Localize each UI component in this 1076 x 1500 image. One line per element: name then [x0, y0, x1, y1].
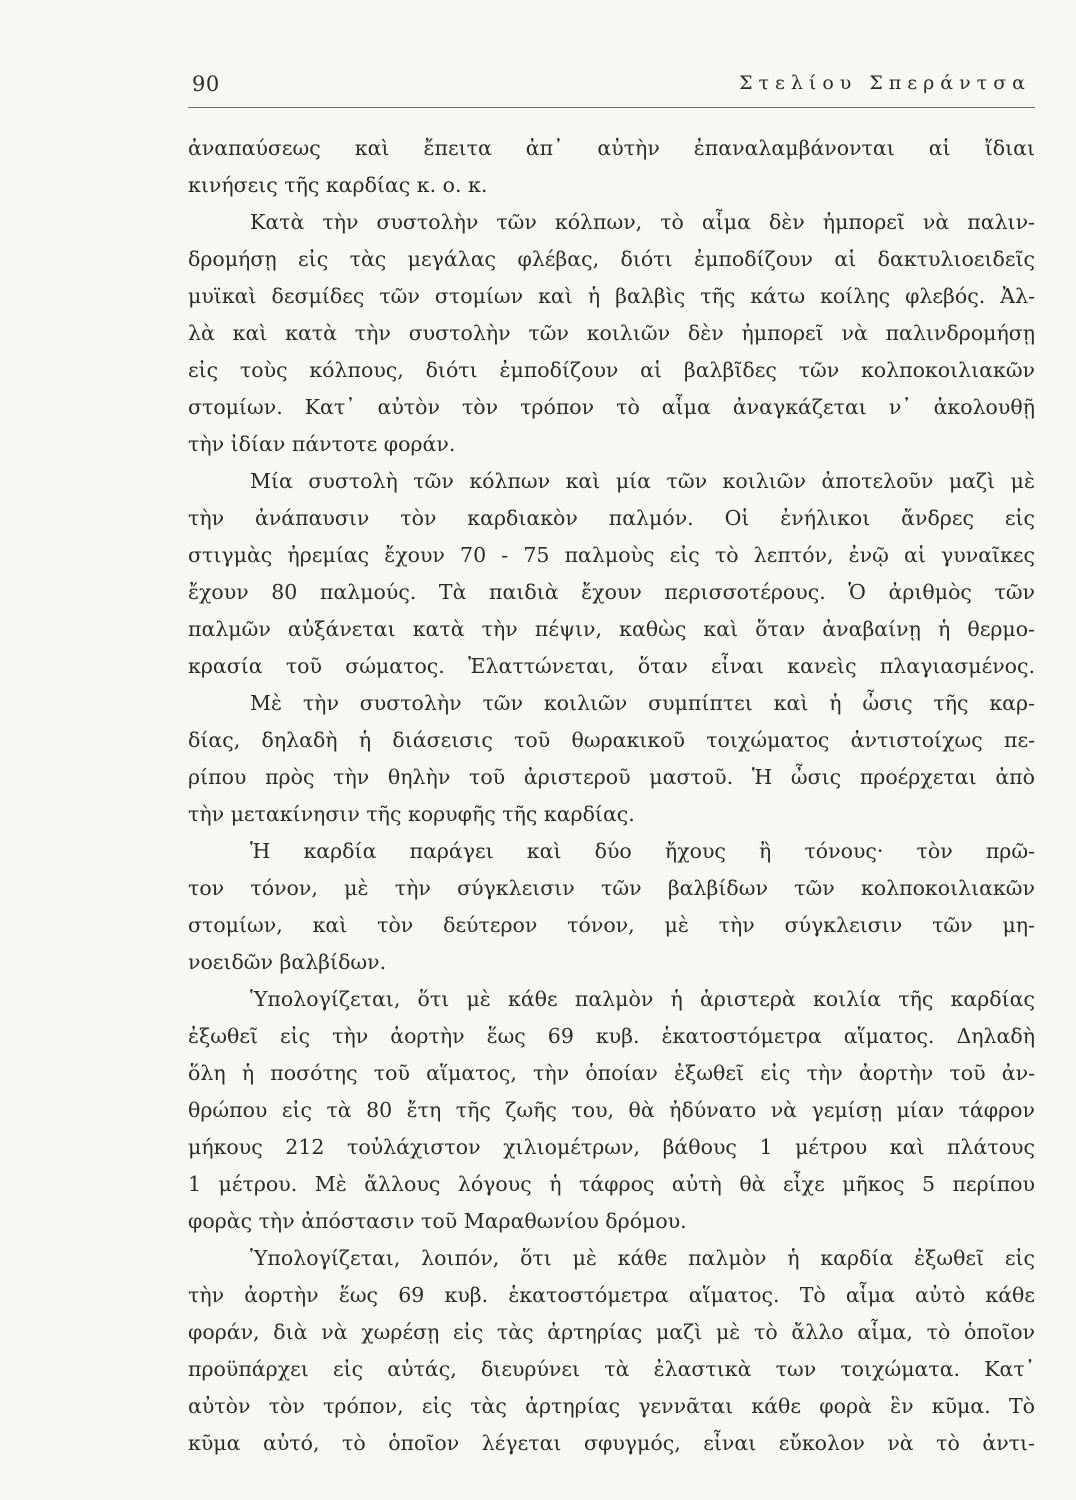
text-line: ἀναπαύσεως καὶ ἔπειτα ἀπ᾽ αὐτὴν ἐπαναλαμβάνονται αἱ ἴδιαι	[188, 136, 1035, 160]
text-line: τὴν μετακίνησιν τῆς κορυφῆς τῆς καρδίας.	[188, 802, 635, 826]
text-line: φορὰς τὴν ἀπόστασιν τοῦ Μαραθωνίου δρόμου.	[188, 1209, 687, 1233]
text-line: στομίων. Κατ᾽ αὐτὸν τὸν τρόπον τὸ αἷμα ἀναγκάζεται ν᾽ ἀκολουθῇ	[188, 395, 1035, 419]
text-line: Μὲ τὴν συστολὴν τῶν κοιλιῶν συμπίπτει καὶ ἡ ὦσις τῆς καρ-	[250, 691, 1035, 715]
text-line: αὐτὸν τὸν τρόπον, εἰς τὰς ἀρτηρίας γεννᾶται κάθε φορὰ ἓν κῦμα. Τὸ	[188, 1394, 1035, 1418]
text-line: τον τόνον, μὲ τὴν σύγκλεισιν τῶν βαλβίδων τῶν κολποκοιλιακῶν	[188, 876, 1035, 900]
header-rule	[188, 107, 1035, 108]
text-line: προϋπάρχει εἰς αὐτάς, διευρύνει τὰ ἐλαστικὰ των τοιχώματα. Κατ᾽	[188, 1357, 1035, 1381]
text-line: κρασία τοῦ σώματος. Ἐλαττώνεται, ὅταν εἶναι κανεὶς πλαγιασμένος.	[188, 654, 1035, 678]
text-line: 1 μέτρου. Μὲ ἄλλους λόγους ἡ τάφρος αὐτὴ θὰ εἶχε μῆκος 5 περίπου	[188, 1172, 1035, 1196]
text-line: κῦμα αὐτό, τὸ ὁποῖον λέγεται σφυγμός, εἶναι εὔκολον νὰ τὸ ἀντι-	[188, 1431, 1035, 1455]
text-line: μήκους 212 τοὐλάχιστον χιλιομέτρων, βάθους 1 μέτρου καὶ πλάτους	[188, 1135, 1035, 1159]
text-line: Μία συστολὴ τῶν κόλπων καὶ μία τῶν κοιλιῶν ἀποτελοῦν μαζὶ μὲ	[250, 469, 1035, 493]
text-line: λὰ καὶ κατὰ τὴν συστολὴν τῶν κοιλιῶν δὲν ἠμπορεῖ νὰ παλινδρομήσῃ	[188, 321, 1035, 345]
text-line: θρώπου εἰς τὰ 80 ἔτη τῆς ζωῆς του, θὰ ἠδύνατο νὰ γεμίσῃ μίαν τάφρον	[188, 1098, 1035, 1122]
text-line: Ὑπολογίζεται, ὅτι μὲ κάθε παλμὸν ἡ ἀριστερὰ κοιλία τῆς καρδίας	[250, 987, 1035, 1011]
text-line: στιγμὰς ἠρεμίας ἔχουν 70 - 75 παλμοὺς εἰς τὸ λεπτόν, ἐνῷ αἱ γυναῖκες	[188, 543, 1035, 567]
text-line: εἰς τοὺς κόλπους, διότι ἐμποδίζουν αἱ βαλβῖδες τῶν κολποκοιλιακῶν	[188, 358, 1035, 382]
text-line: φοράν, διὰ νὰ χωρέσῃ εἰς τὰς ἀρτηρίας μαζὶ μὲ τὸ ἄλλο αἷμα, τὸ ὁποῖον	[188, 1320, 1035, 1344]
text-line: Ὑπολογίζεται, λοιπόν, ὅτι μὲ κάθε παλμὸν ἡ καρδία ἐξωθεῖ εἰς	[250, 1246, 1035, 1270]
text-line: κινήσεις τῆς καρδίας κ. ο. κ.	[188, 173, 488, 197]
text-line: ἐξωθεῖ εἰς τὴν ἀορτὴν ἕως 69 κυβ. ἑκατοστόμετρα αἵματος. Δηλαδὴ	[188, 1024, 1035, 1048]
text-line: νοειδῶν βαλβίδων.	[188, 950, 387, 974]
text-line: Κατὰ τὴν συστολὴν τῶν κόλπων, τὸ αἷμα δὲν ἠμπορεῖ νὰ παλιν-	[250, 210, 1035, 234]
text-line: παλμῶν αὐξάνεται κατὰ τὴν πέψιν, καθὼς καὶ ὅταν ἀναβαίνῃ ἡ θερμο-	[188, 617, 1035, 641]
text-line: Ἡ καρδία παράγει καὶ δύο ἤχους ἢ τόνους· τὸν πρῶ-	[250, 839, 1035, 863]
text-line: ὅλη ἡ ποσότης τοῦ αἵματος, τὴν ὁποίαν ἐξωθεῖ εἰς τὴν ἀορτὴν τοῦ ἀν-	[188, 1061, 1035, 1085]
text-line: τὴν ἰδίαν πάντοτε φοράν.	[188, 432, 456, 456]
text-line: τὴν ἀορτὴν ἕως 69 κυβ. ἑκατοστόμετρα αἵματος. Τὸ αἷμα αὐτὸ κάθε	[188, 1283, 1035, 1307]
text-line: τὴν ἀνάπαυσιν τὸν καρδιακὸν παλμόν. Οἱ ἐνήλικοι ἄνδρες εἰς	[188, 506, 1035, 530]
page-number: 90	[192, 72, 220, 96]
text-line: δρομήσῃ εἰς τὰς μεγάλας φλέβας, διότι ἐμποδίζουν αἱ δακτυλιοειδεῖς	[188, 247, 1035, 271]
text-line: ρίπου πρὸς τὴν θηλὴν τοῦ ἀριστεροῦ μαστοῦ. Ἡ ὦσις προέρχεται ἀπὸ	[188, 765, 1035, 789]
body-text	[188, 130, 1035, 1462]
text-line: μυϊκαὶ δεσμίδες τῶν στομίων καὶ ἡ βαλβὶς τῆς κάτω κοίλης φλεβός. Ἀλ-	[188, 284, 1035, 308]
text-line: ἔχουν 80 παλμούς. Τὰ παιδιὰ ἔχουν περισσοτέρους. Ὁ ἀριθμὸς τῶν	[188, 580, 1035, 604]
running-head: Στελίου Σπεράντσα	[739, 72, 1031, 94]
page-header	[188, 72, 1035, 104]
text-line: στομίων, καὶ τὸν δεύτερον τόνον, μὲ τὴν σύγκλεισιν τῶν μη-	[188, 913, 1035, 937]
text-line: δίας, δηλαδὴ ἡ διάσεισις τοῦ θωρακικοῦ τοιχώματος ἀντιστοίχως πε-	[188, 728, 1035, 752]
